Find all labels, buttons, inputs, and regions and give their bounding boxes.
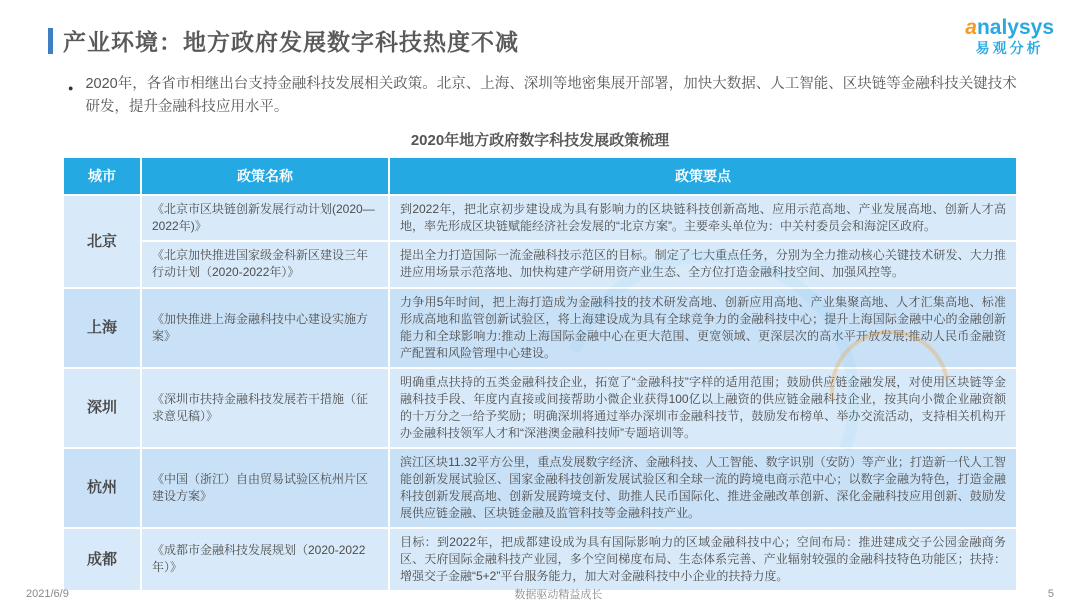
title-accent-bar xyxy=(48,28,53,54)
policy-points-cell: 到2022年，把北京初步建设成为具有影响力的区块链科技创新高地、应用示范高地、产业发展高地、创新人才高地，率先形成区块链赋能经济社会发展的“北京方案”。主要牵头单位为：中关村委员会和海淀区政府。 xyxy=(389,195,1017,241)
intro-bullet xyxy=(68,73,1024,119)
policy-name-cell: 《深圳市扶持金融科技发展若干措施（征求意见稿）》 xyxy=(141,368,389,448)
policy-name-cell: 《北京加快推进国家级金科新区建设三年行动计划（2020-2022年）》 xyxy=(141,241,389,287)
policy-table xyxy=(62,156,1018,592)
city-cell-shenzhen: 深圳 xyxy=(63,368,141,448)
city-cell-hangzhou: 杭州 xyxy=(63,448,141,528)
column-header-city: 城市 xyxy=(63,157,141,195)
table-row-chengdu xyxy=(63,528,1017,591)
policy-points-cell: 力争用5年时间，把上海打造成为金融科技的技术研发高地、创新应用高地、产业集聚高地、人才汇集高地、标准形成高地和监管创新试验区，将上海建设成为具有全球竞争力的金融科技中心；提升上海国际金融中心的金融创新能力和全球影响力:推动上海国际金融中心在更大范围、更宽领域、更深层次的高水平开放发展;推动人民币金融资产配置和风险管理中心建设。 xyxy=(389,288,1017,368)
table-row-beijing-1 xyxy=(63,195,1017,241)
city-cell-chengdu: 成都 xyxy=(63,528,141,591)
policy-name-cell: 《北京市区块链创新发展行动计划(2020—2022年)》 xyxy=(141,195,389,241)
bullet-icon: ● xyxy=(68,83,74,93)
policy-name-cell: 《加快推进上海金融科技中心建设实施方案》 xyxy=(141,288,389,368)
policy-name-cell: 《中国（浙江）自由贸易试验区杭州片区建设方案》 xyxy=(141,448,389,528)
footer-page-number: 5 xyxy=(1047,588,1054,600)
column-header-policy-points: 政策要点 xyxy=(389,157,1017,195)
footer-slogan: 数据驱动精益成长 xyxy=(514,589,603,601)
policy-points-cell: 滨江区块11.32平方公里，重点发展数字经济、金融科技、人工智能、数字识别（安防）等产业；打造新一代人工智能创新发展试验区、国家金融科技创新发展试验区和全球一流的跨境电商示范中心；以数字金融为特色，打造金融科技创新发展高地、创新发展跨境支付、助推人民币国际化、推进金融改革创新、深化金融科技应用创新、鼓励发展供应链金融、区块链金融及监管科技等金融科技产业。 xyxy=(389,448,1017,528)
policy-points-cell: 目标：到2022年，把成都建设成为具有国际影响力的区域金融科技中心；空间布局：推进建成交子公园金融商务区、天府国际金融科技产业园，多个空间梯度布局、生态体系完善、产业辐射较强的金融科技特色功能区；扶持：增强交子金融“5+2”平台服务能力，加大对金融科技中小企业的扶持力度。 xyxy=(389,528,1017,591)
page-title: 产业环境：地方政府发展数字科技热度不减 xyxy=(63,29,519,55)
logo-brand-icon: analysys xyxy=(965,16,1054,39)
table-header-row xyxy=(63,157,1017,195)
table-row-shenzhen xyxy=(63,368,1017,448)
footer-date: 2021/6/9 xyxy=(26,588,69,600)
logo-brand-chinese: 易观分析 xyxy=(975,40,1044,57)
policy-points-cell: 明确重点扶持的五类金融科技企业，拓宽了“金融科技”字样的适用范围；鼓励供应链金融发展，对使用区块链等金融科技手段、年度内直接或间接帮助小微企业获得100亿以上融资的供应链金融科技企业，按其向小微企业融资额的十万分之一给予奖励；明确深圳将通过举办深圳市金融科技节，鼓励发布榜单、举办交流活动，支持相关机构开办金融科技领军人才和“深港澳金融科技师”专题培训等。 xyxy=(389,368,1017,448)
footer xyxy=(0,586,1080,602)
city-cell-beijing: 北京 xyxy=(63,195,141,287)
title-row xyxy=(48,24,1020,57)
column-header-policy-name: 政策名称 xyxy=(141,157,389,195)
city-cell-shanghai: 上海 xyxy=(63,288,141,368)
table-row-shanghai xyxy=(63,288,1017,368)
analysys-logo xyxy=(965,16,1054,59)
table-title: 2020年地方政府数字科技发展政策梳理 xyxy=(410,132,670,150)
table-row-beijing-2 xyxy=(63,241,1017,287)
policy-name-cell: 《成都市金融科技发展规划（2020-2022年）》 xyxy=(141,528,389,591)
policy-points-cell: 提出全力打造国际一流金融科技示范区的目标。制定了七大重点任务，分别为全力推动核心关键技术研发、大力推进应用场景示范落地、加快构建产学研用资产业生态、全方位打造金融科技空间、加强风控等。 xyxy=(389,241,1017,287)
intro-text: 2020年，各省市相继出台支持金融科技发展相关政策。北京、上海、深圳等地密集展开部署，加快大数据、人工智能、区块链等金融科技关键技术研发，提升金融科技应用水平。 xyxy=(85,76,1017,116)
table-row-hangzhou xyxy=(63,448,1017,528)
